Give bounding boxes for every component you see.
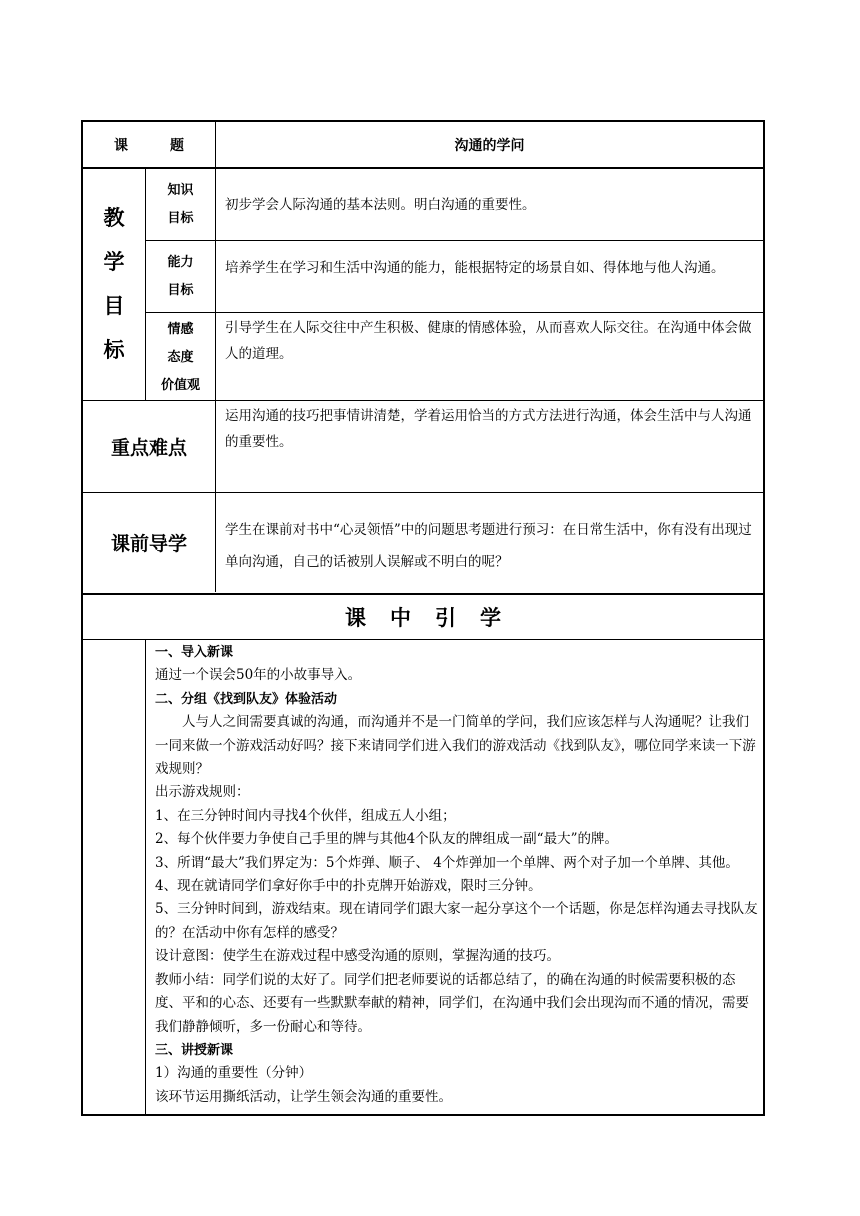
lesson-title: [216, 122, 763, 168]
preview-text: [225, 514, 757, 578]
goal-char: 目: [103, 294, 125, 318]
topic-label-char: 题: [170, 138, 184, 154]
section-title: 三、讲授新课: [155, 1042, 234, 1058]
label-line: 价值观: [160, 378, 200, 393]
key-points-text: [225, 403, 757, 455]
rule-item: 4、现在就请同学们拿好你手中的扑克牌开始游戏，限时三分钟。: [155, 878, 542, 895]
paragraph: 教师小结：同学们说的太好了。同学们把老师要说的话都总结了，的确在沟通的时候需要积极的态度、平和的心态、还要有一些默默奉献的精神，同学们，在沟通中我们会出现沟而不通的情况，需要我们静静倾听，多一份耐心和等待。: [155, 971, 749, 1035]
label-line: 知识: [167, 182, 194, 198]
paragraph: 该环节运用撕纸活动，让学生领会沟通的重要性。: [155, 1088, 452, 1105]
row-divider: [83, 639, 763, 640]
key-points-body: 运用沟通的技巧把事情讲清楚，学着运用恰当的方式方法进行沟通，体会生活中与人沟通的重要性。: [225, 408, 752, 450]
goal-text: 引导学生在人际交往中产生积极、健康的情感体验，从而喜欢人际交往。在沟通中体会做人的道理。: [225, 320, 752, 362]
row-divider: [145, 312, 763, 313]
paragraph: 通过一个误会50年的小故事导入。: [155, 667, 362, 684]
ability-goal-text: [225, 255, 757, 281]
lesson-plan-table: [81, 120, 765, 1116]
label-line: 情感: [167, 322, 194, 337]
col-divider: [215, 168, 216, 592]
goal-text: 培养学生在学习和生活中沟通的能力，能根据特定的场景自如、得体地与他人沟通。: [225, 260, 725, 276]
goal-char: 学: [103, 250, 125, 274]
section-title: 一、导入新课: [155, 645, 234, 660]
rule-item: 5、三分钟时间到，游戏结束。现在请同学们跟大家一起分享这个一个话题，你是怎样沟通去寻找队友的？在活动中你有怎样的感受？: [155, 901, 758, 941]
banner-text: 课中引学: [345, 606, 525, 630]
section-title: 二、分组《找到队友》体验活动: [155, 691, 338, 707]
emotion-goal-label: [146, 316, 215, 400]
rule-item: 1、在三分钟时间内寻找4个伙伴，组成五人小组；: [155, 807, 456, 824]
paragraph: 设计意图：使学生在游戏过程中感受沟通的原则，掌握沟通的技巧。: [155, 948, 560, 965]
col-divider: [145, 640, 146, 1116]
topic-label-char: 课: [114, 138, 128, 154]
rule-item: 3、所谓“最大”我们界定为：5个炸弹、顺子、 4个炸弹加一个单牌、两个对子加一个单牌、其他。: [155, 854, 739, 871]
row-divider: [145, 240, 763, 241]
emotion-goal-text: [225, 315, 757, 367]
paragraph: 人与人之间需要真诚的沟通，而沟通并不是一门简单的学问，我们应该怎样与人沟通呢？让我们一同来做一个游戏活动好吗？接下来请同学们进入我们的游戏活动《找到队友》，哪位同学来读一下游戏规则？: [155, 714, 756, 778]
ability-goal-label: [146, 241, 215, 312]
preview-label: [83, 493, 215, 592]
label-line: 能力: [167, 254, 194, 270]
label-line: 目标: [167, 282, 194, 298]
goal-char: 标: [103, 338, 125, 362]
key-points-label-text: 重点难点: [110, 437, 187, 459]
knowledge-goal-label: [146, 169, 215, 240]
paragraph: 出示游戏规则：: [155, 784, 250, 801]
paragraph: 1）沟通的重要性（分钟）: [155, 1065, 313, 1082]
rule-item: 2、每个伙伴要力争使自己手里的牌与其他4个队友的牌组成一副“最大”的牌。: [155, 831, 618, 848]
in-class-banner: [83, 595, 763, 639]
label-line: 目标: [167, 210, 194, 226]
label-line: 态度: [167, 350, 194, 365]
teaching-goals-label: [83, 169, 145, 399]
knowledge-goal-text: [225, 192, 755, 218]
key-points-label: [83, 401, 215, 492]
topic-label: [83, 122, 215, 168]
preview-label-text: 课前导学: [110, 533, 187, 555]
lesson-title-text: 沟通的学问: [454, 138, 525, 154]
goal-char: 教: [103, 206, 125, 230]
lesson-body: [155, 641, 759, 1109]
goal-text: 初步学会人际沟通的基本法则。明白沟通的重要性。: [225, 197, 536, 213]
preview-body: 学生在课前对书中“心灵领悟”中的问题思考题进行预习：在日常生活中，你有没有出现过单向沟通，自己的话被别人误解或不明白的呢？: [225, 522, 752, 570]
